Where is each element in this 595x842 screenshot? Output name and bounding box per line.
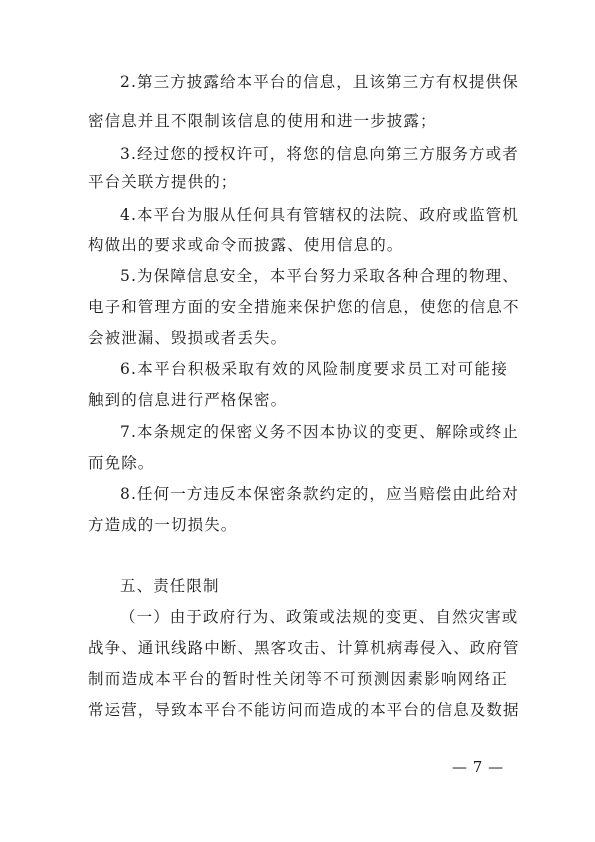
paragraph-7-line-1: 7.本条规定的保密义务不因本协议的变更、解除或终止	[120, 423, 519, 441]
paragraph-8-line-1: 8.任何一方违反本保密条款约定的，应当赔偿由此给对	[120, 485, 519, 503]
section-paragraph-line-4: 常运营，导致本平台不能访问而造成的本平台的信息及数据	[88, 701, 520, 719]
paragraph-5-line-2: 电子和管理方面的安全措施来保护您的信息，使您的信息不	[88, 298, 520, 316]
page-number: — 7 —	[452, 758, 504, 776]
section-heading: 五、责任限制	[120, 577, 220, 595]
section-paragraph-line-2: 战争、通讯线路中断、黑客攻击、计算机病毒侵入、政府管	[88, 639, 520, 657]
paragraph-6-line-2: 触到的信息进行严格保密。	[88, 391, 288, 409]
paragraph-7-line-2: 而免除。	[88, 454, 155, 472]
paragraph-8-line-2: 方造成的一切损失。	[88, 516, 238, 534]
paragraph-2-line-1: 2.第三方披露给本平台的信息，且该第三方有权提供保	[120, 73, 519, 91]
paragraph-2-line-2: 密信息并且不限制该信息的使用和进一步披露；	[88, 112, 437, 130]
paragraph-5-line-3: 会被泄漏、毁损或者丢失。	[88, 329, 288, 347]
paragraph-6-line-1: 6.本平台积极采取有效的风险制度要求员工对可能接	[120, 360, 508, 378]
paragraph-5-line-1: 5.为保障信息安全，本平台努力采取各种合理的物理、	[120, 267, 519, 285]
paragraph-3-line-2: 平台关联方提供的；	[88, 173, 238, 191]
section-paragraph-line-1: （一）由于政府行为、政策或法规的变更、自然灾害或	[120, 608, 519, 626]
section-paragraph-line-3: 制而造成本平台的暂时性关闭等不可预测因素影响网络正	[88, 670, 508, 688]
paragraph-3-line-1: 3.经过您的授权许可，将您的信息向第三方服务方或者	[120, 145, 519, 163]
paragraph-4-line-2: 构做出的要求或命令而披露、使用信息的。	[88, 236, 404, 254]
paragraph-4-line-1: 4.本平台为服从任何具有管辖权的法院、政府或监管机	[120, 206, 519, 224]
